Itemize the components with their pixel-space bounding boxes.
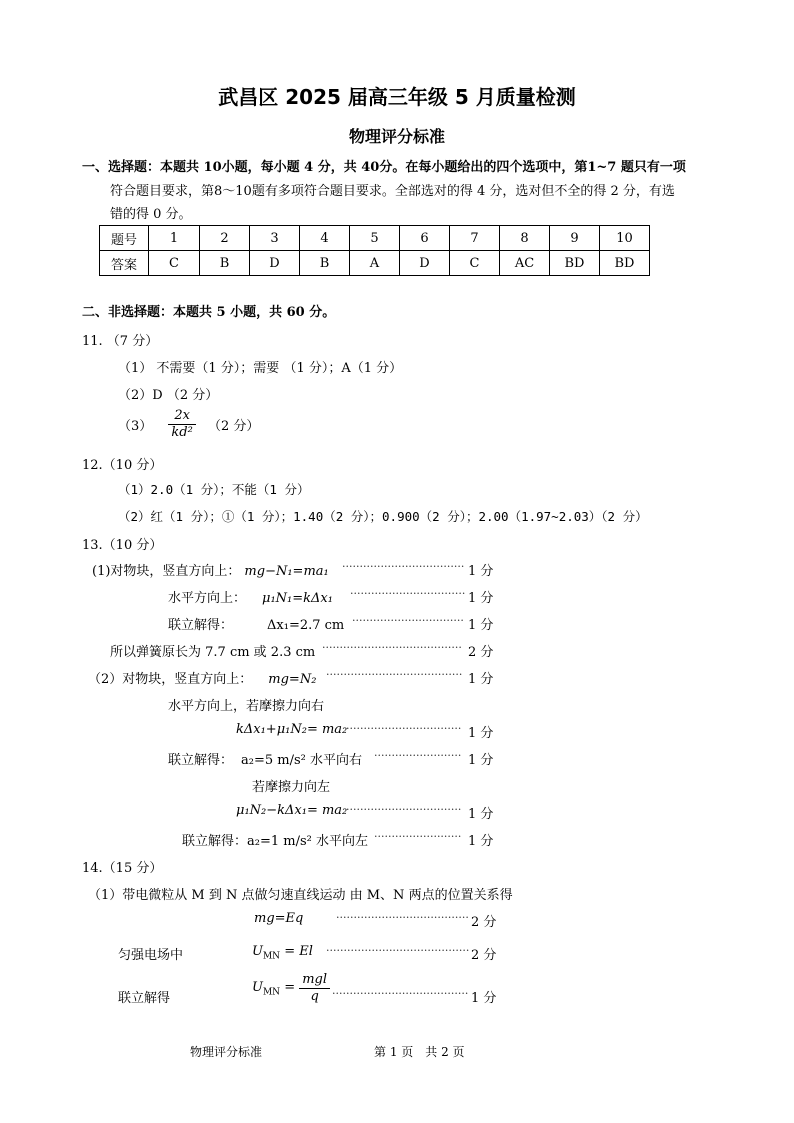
score: 2 分 xyxy=(468,645,494,660)
q13-line9: 若摩擦力向左 xyxy=(252,780,331,795)
q11-part3: （3） $\frac{2x}{\text{kd²}}$ （2 分） xyxy=(118,408,260,440)
dot-leader: ································· xyxy=(346,722,462,735)
section1-line2: 符合题目要求，第8～10题有多项符合题目要求。全部选对的得 4 分，选对但不全的得 2 分，有选 xyxy=(110,184,675,199)
table-cell: 9 xyxy=(550,226,600,251)
q13-line11: 联立解得：a₂=1 m/s² 水平向左 xyxy=(182,834,368,849)
table-cell: D xyxy=(250,251,300,276)
table-cell: 3 xyxy=(250,226,300,251)
section1-line3: 错的得 0 分。 xyxy=(110,207,192,222)
q14-line3-eq: $U_{MN} = El$ xyxy=(252,944,313,962)
answer-table xyxy=(99,225,650,276)
q14-line1: （1）带电微粒从 M 到 N 点做匀速直线运动 由 M、N 两点的位置关系得 xyxy=(88,888,513,903)
q14-line3-label: 匀强电场中 xyxy=(118,948,184,963)
score: 1 分 xyxy=(468,753,494,768)
q13-line7: kΔx₁+μ₁N₂= ma₂ xyxy=(236,722,348,737)
table-cell: D xyxy=(400,251,450,276)
dot-leader: ········································· xyxy=(326,944,470,957)
table-cell: B xyxy=(300,251,350,276)
q13-line8: 联立解得： a₂=5 m/s² 水平向右 xyxy=(168,753,362,768)
table-cell: 1 xyxy=(149,226,200,251)
q12-part2: （2）红（1 分）；①（1 分）；1.40（2 分）；0.900（2 分）；2.00（1.97~2.03）（2 分） xyxy=(118,509,648,524)
dot-leader: ································· xyxy=(346,803,462,816)
score: 1 分 xyxy=(468,834,494,849)
table-cell: 2 xyxy=(200,226,250,251)
score: 2 分 xyxy=(471,915,497,930)
q14-line4-label: 联立解得 xyxy=(118,991,171,1006)
table-cell: 4 xyxy=(300,226,350,251)
q13-line10: μ₁N₂−kΔx₁= ma₂ xyxy=(236,803,348,818)
table-cell: C xyxy=(149,251,200,276)
score: 1 分 xyxy=(468,618,494,633)
q14-heading: 14.（15 分） xyxy=(82,861,163,876)
q11-fraction: $\frac{2x}{\text{kd²}}$ xyxy=(168,408,195,441)
score: 1 分 xyxy=(468,726,494,741)
q12-heading: 12.（10 分） xyxy=(82,458,163,473)
page-subtitle: 物理评分标准 xyxy=(348,127,445,146)
section1-line1: 一、选择题：本题共 10小题，每小题 4 分，共 40分。在每小题给出的四个选项中，第1~7 题只有一项 xyxy=(82,160,686,175)
dot-leader: ························· xyxy=(374,830,462,843)
q11-heading: 11. （7 分） xyxy=(82,334,159,349)
score: 1 分 xyxy=(468,564,494,579)
dot-leader: ······································· xyxy=(332,987,469,1000)
table-header-cell: 答案 xyxy=(100,251,149,276)
dot-leader: ································· xyxy=(350,587,466,600)
q11-part2: （2）D （2 分） xyxy=(118,388,219,403)
dot-leader: ······································ xyxy=(336,911,469,924)
q14-line2: mg=Eq xyxy=(254,911,304,926)
score: 1 分 xyxy=(468,591,494,606)
q13-line1: (1)对物块，竖直方向上： mg−N₁=ma₁ xyxy=(92,564,329,579)
dot-leader: ··································· xyxy=(342,560,465,573)
q13-heading: 13.（10 分） xyxy=(82,538,163,553)
dot-leader: ······································· xyxy=(326,668,463,681)
table-cell: 8 xyxy=(500,226,550,251)
q14-fraction: $\frac{\text{mgl}}{q}$ xyxy=(299,972,330,1005)
table-cell: BD xyxy=(550,251,600,276)
table-cell: 10 xyxy=(600,226,650,251)
dot-leader: ································ xyxy=(352,614,464,627)
table-cell: AC xyxy=(500,251,550,276)
table-row-numbers xyxy=(100,226,650,251)
footer-label: 物理评分标准 xyxy=(190,1045,263,1059)
table-cell: BD xyxy=(600,251,650,276)
table-cell: C xyxy=(450,251,500,276)
q12-part1: （1）2.0（1 分）；不能（1 分） xyxy=(118,482,310,497)
table-header-cell: 题号 xyxy=(100,226,149,251)
q13-line6: 水平方向上，若摩擦力向右 xyxy=(168,699,325,714)
dot-leader: ························· xyxy=(374,749,462,762)
page-title: 武昌区 2025 届高三年级 5 月质量检测 xyxy=(218,85,576,109)
score: 1 分 xyxy=(468,672,494,687)
q13-line2: 水平方向上： μ₁N₁=kΔx₁ xyxy=(168,591,333,606)
table-cell: B xyxy=(200,251,250,276)
score: 1 分 xyxy=(468,807,494,822)
dot-leader: ········································ xyxy=(322,641,462,654)
q13-line5: （2）对物块，竖直方向上： mg=N₂ xyxy=(88,672,317,687)
q13-line3: 联立解得： Δx₁=2.7 cm xyxy=(168,618,345,633)
score: 2 分 xyxy=(471,948,497,963)
table-cell: 7 xyxy=(450,226,500,251)
table-cell: 5 xyxy=(350,226,400,251)
q11-part1: （1） 不需要（1 分）；需要 （1 分）；A（1 分） xyxy=(118,361,403,376)
table-cell: A xyxy=(350,251,400,276)
section2-heading: 二、非选择题：本题共 5 小题，共 60 分。 xyxy=(82,305,336,320)
page-number: 第 1 页 共 2 页 xyxy=(374,1045,465,1059)
score: 1 分 xyxy=(471,991,497,1006)
table-cell: 6 xyxy=(400,226,450,251)
q13-line4: 所以弹簧原长为 7.7 cm 或 2.3 cm xyxy=(110,645,316,660)
table-row-answers xyxy=(100,251,650,276)
q14-line4-eq: $U_{MN}$ = $\frac{\text{mgl}}{q}$ xyxy=(252,972,330,1005)
